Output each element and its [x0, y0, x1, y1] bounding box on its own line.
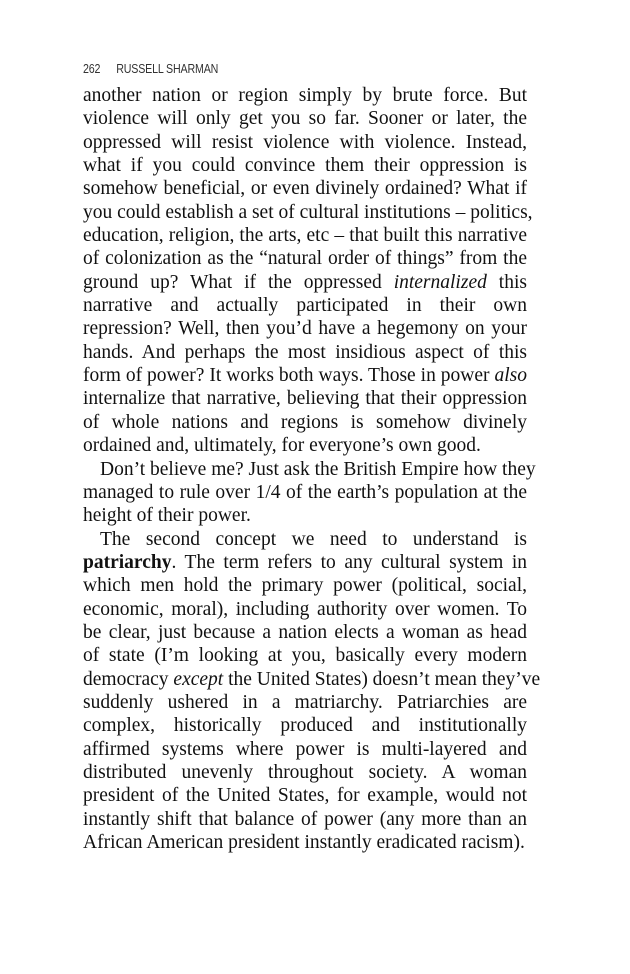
text-run: internalize that narrative, believing that their oppression	[83, 388, 527, 410]
text-line	[83, 668, 541, 691]
page-number: 262	[83, 61, 101, 76]
text-line	[83, 458, 536, 481]
text-run: of state (I’m looking at you, basically every modern	[83, 645, 527, 667]
text-run: managed to rule over 1/4 of the earth’s population at the	[83, 481, 527, 503]
text-line	[83, 411, 527, 434]
paragraph	[83, 458, 536, 528]
running-head-author: RUSSELL SHARMAN	[116, 61, 219, 76]
text-run: narrative and actually participated in their own	[83, 295, 527, 317]
text-line	[83, 574, 527, 597]
text-run: be clear, just because a nation elects a woman as head	[83, 621, 527, 643]
text-run: president of the United States, for example, would not	[83, 785, 527, 807]
text-run: African American president instantly eradicated racism).	[83, 832, 525, 853]
text-line	[83, 294, 527, 317]
emphasized-text: internalized	[393, 271, 487, 293]
text-run: education, religion, the arts, etc – that built this narrative	[83, 225, 527, 247]
text-line	[83, 784, 527, 807]
text-line	[83, 271, 527, 294]
text-run: hands. And perhaps the most insidious aspect of this	[83, 341, 527, 363]
text-run: suddenly ushered in a matriarchy. Patriarchies are	[83, 691, 527, 713]
text-line	[83, 761, 527, 784]
text-line	[83, 504, 527, 527]
text-run: what if you could convince them their oppression is	[83, 155, 527, 177]
body-text	[83, 84, 541, 854]
text-line	[83, 714, 527, 737]
text-run: . The term refers to any cultural system in	[171, 551, 527, 573]
text-line	[83, 224, 527, 247]
text-line	[83, 177, 527, 200]
text-run: of whole nations and regions is somehow divinely	[83, 411, 527, 433]
text-run: violence will only get you so far. Sooner or later, the	[83, 108, 527, 130]
text-run: Don’t believe me? Just ask the British Empire how they	[100, 458, 536, 480]
text-run: height of their power.	[83, 505, 251, 527]
text-run: the United States) doesn’t mean they’ve	[223, 668, 541, 690]
text-line	[83, 247, 527, 270]
paragraph	[83, 84, 533, 458]
text-line	[83, 598, 527, 621]
text-line	[83, 691, 527, 714]
text-run: ground up? What if the oppressed	[83, 271, 394, 293]
text-line	[83, 364, 527, 387]
text-run: economic, moral), including authority over women. To	[83, 598, 527, 620]
text-line	[83, 341, 527, 364]
paragraph	[83, 528, 541, 855]
text-run: The second concept we need to understand is	[100, 528, 527, 550]
text-run: affirmed systems where power is multi-layered and	[83, 738, 527, 760]
text-line	[83, 201, 533, 224]
text-run: repression? Well, then you’d have a hegemony on your	[83, 318, 527, 340]
text-run: complex, historically produced and institutionally	[83, 715, 527, 737]
text-run: somehow beneficial, or even divinely ordained? What if	[83, 178, 527, 200]
text-run: of colonization as the “natural order of things” from the	[83, 248, 527, 270]
text-line	[83, 551, 527, 574]
text-run: you could establish a set of cultural institutions – politics,	[83, 201, 533, 223]
text-line	[83, 621, 527, 644]
emphasized-text: except	[173, 668, 224, 690]
text-line	[83, 84, 527, 107]
text-run: oppressed will resist violence with violence. Instead,	[83, 131, 527, 153]
text-line	[83, 107, 527, 130]
text-line	[83, 154, 527, 177]
text-run: distributed unevenly throughout society. A woman	[83, 761, 527, 783]
text-line	[83, 528, 527, 551]
emphasized-text: also	[494, 365, 527, 387]
text-line	[83, 317, 527, 340]
text-run: which men hold the primary power (political, social,	[83, 575, 527, 597]
text-line	[83, 434, 527, 457]
bold-term: patriarchy	[83, 551, 172, 573]
running-head	[83, 61, 218, 76]
text-run: instantly shift that balance of power (any more than an	[83, 808, 527, 830]
text-line	[83, 644, 527, 667]
text-line	[83, 831, 527, 854]
text-line	[83, 481, 527, 504]
text-run: form of power? It works both ways. Those in power	[83, 365, 495, 387]
text-run: another nation or region simply by brute force. But	[83, 85, 527, 106]
text-run: democracy	[83, 668, 174, 690]
text-run: this	[486, 271, 527, 293]
text-run: ordained and, ultimately, for everyone’s own good.	[83, 435, 481, 457]
text-line	[83, 738, 527, 761]
text-line	[83, 808, 527, 831]
text-line	[83, 131, 527, 154]
text-line	[83, 387, 527, 410]
